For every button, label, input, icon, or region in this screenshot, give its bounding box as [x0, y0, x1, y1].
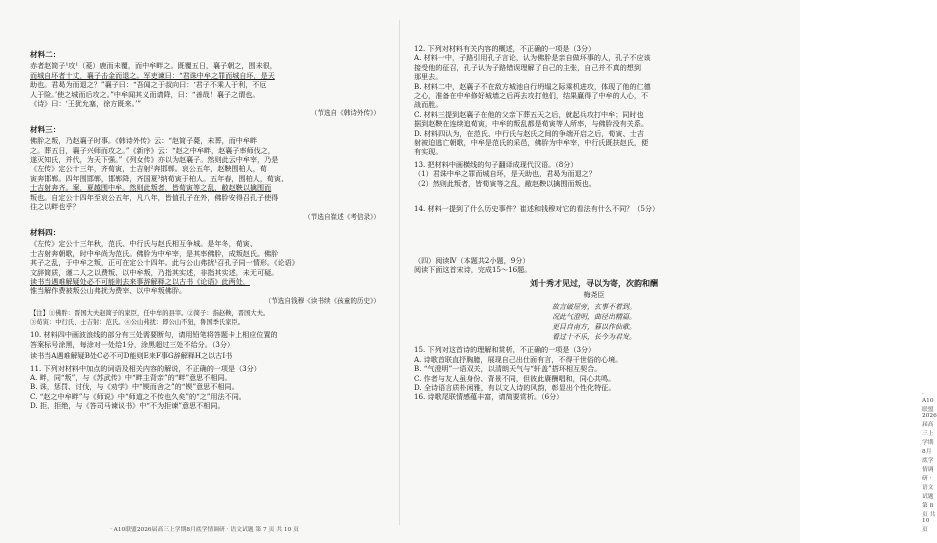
- material-3-line: 遂灭知氏，并代，为天下强。”《列女传》亦以为赵襄子。然则此云中牟宰，乃是: [30, 155, 279, 165]
- question-13: 13. 把材料中画横线的句子翻译成现代汉语。（8分）: [414, 159, 578, 169]
- question-11: 11. 下列对材料中加点的词语及相关内容的解说，不正确的一项是（3分）: [30, 363, 261, 373]
- question-11-option: C. “赵之中牟畔”与《师说》中“师道之不传也久矣”的“之”用法不同。: [30, 391, 246, 401]
- question-15-option: B. “气澄明”一语双关，以清朗天气与“轩盖”搭环相互契合。: [414, 364, 602, 374]
- material-3-line: 士吉射奔齐。案，夏越围中牟。然则此叛者，皆荀寅等之乱，敝赵鞅以擒围而: [30, 183, 272, 193]
- page-divider: [399, 20, 400, 525]
- question-12-option: 战而胜。: [414, 100, 443, 110]
- page-8: [402, 0, 937, 543]
- material-2-line: 赤者赵简子¹攻¹（菱）鹿而未覆，而中牟畔之。既覆五日，襄子朝之，围未很，: [30, 61, 277, 71]
- question-12-option: B. 材料二中，赵襄子不在敌方城池自行坍塌之际乘机进攻，体现了他的仁德: [414, 81, 651, 91]
- material-3-line: 叛也。自定公十四年至哀公五年，凡八年，皆值孔子在外，佛肸安得召孔子使得: [30, 192, 279, 202]
- answer-space: [414, 188, 774, 204]
- footnote: ③荀寅：中行氏、士吉射：范氏。④公山弗扰：即公山不狃，鲁国季氏家臣。: [30, 318, 245, 326]
- question-12-option: 射被迫逃亡朝歌，中牟是范氏的采邑，佛肸为中牟宰，中行氏既扶赵氏，便: [414, 138, 649, 148]
- material-2-line: 人于险。’使之城而后攻之。”中牟闻其义而请降，曰：“善哉！襄子之谓也。: [30, 89, 260, 99]
- material-4-line: 读书当遇难解疑处必不可能则去来事辞解释之以古书《论语》此两处，: [30, 276, 250, 286]
- material-2-line: 《诗》曰：‘王犹允塞，徐方既来。’”: [30, 99, 141, 109]
- question-13-item: （1）君诛中牟之罪而城自坏，是天助也，君曷为而退之？: [414, 169, 596, 179]
- question-12-option: D. 材料四认为，在范氏、中行氏与赵氏之间的争端开启之后，荀寅、士吉: [414, 128, 644, 138]
- question-11-option: B. 诛，惩罚、讨伐，与《劝学》中“锲而舍之”的“锲”意思不相同。: [30, 382, 239, 392]
- poem-line: 更目自南方，暮以作仙歌。: [552, 323, 636, 332]
- question-12-option: 据到赵鞅在连续追荀寅，中牟的叛乱都是荀寅等人所率，与佛肸没有关系。: [414, 119, 649, 129]
- material-3-line: 寅奔邯郸。四年围邯郸，邯郸降，齐国夏³纳荀寅于柏人。五年春，围柏人，荀寅、: [30, 173, 289, 183]
- question-12: 12. 下列对材料有关内容的概述，不正确的一项是（3分）: [414, 44, 596, 53]
- answer-space: [414, 214, 774, 256]
- material-4-line: 士吉射奔朝歌，时中牟尚为范氏。佛肸为中牟宰，是其率佛肸，成叛赵氏。佛肸: [30, 248, 279, 258]
- material-4-source: （节选自钱穆《读书续《孩童的历史》）: [264, 296, 380, 305]
- question-11-option: D. 拒，拒绝，与《答司马谏议书》中“不为拒谏”意思不相同。: [30, 401, 225, 411]
- material-3-line: 之。葬五日，襄子兴师而攻之。”《新序》云：“赵之中牟畔，赵襄子率师伐之，: [30, 145, 275, 155]
- material-3-heading: 材料三：: [30, 124, 61, 134]
- question-15: 15. 下列对这首诗的理解和赏析，不正确的一项是（3分）: [414, 345, 596, 355]
- material-2-heading: 材料二：: [30, 50, 61, 59]
- material-3-source: （节选自崔述《考信录》）: [304, 212, 380, 221]
- question-10: 10. 材料四中画波浪线的部分有三处需要断句，请用铅笔将答题卡上相应位置的: [30, 330, 278, 340]
- poem-title: 刘十秀才见过，寻以为寄，次韵和酬: [530, 278, 658, 289]
- material-4-line: 《左传》定公十三年秋，范氏、中行氏与赵氏相互争城。是年冬，荀寅、: [30, 239, 257, 249]
- question-15-option: A. 诗歌首联直抒胸臆，展现自己出仕面有言，不得干世俗的心境。: [414, 354, 623, 364]
- question-10-box-line: 读书当A遇难解疑B处C必不可D能则E来F事G辞解释H之以古I书: [30, 351, 233, 361]
- poem-line: 况此气澄明，曲径出精篇。: [552, 313, 636, 322]
- question-13-item: （2）然则此叛者，皆荀寅等之乱，敝赵鞅以擒围而叛也。: [414, 178, 596, 188]
- material-2-line: 而城自坏者十丈，襄子击金而退之。军吏谏曰：“君诛中牟之罪而城自坏，是天: [30, 70, 275, 80]
- poem-line: 故言破屋旁，玄事不着到。: [552, 303, 636, 312]
- question-15-option: D. 全诗语言质朴闲雅，有以文人诗的风韵，彰显出个性化特征。: [414, 382, 616, 392]
- section-4-intro: 阅读下面这首宋诗，完成15～16题。: [414, 264, 532, 274]
- material-4-heading: 材料四：: [30, 227, 61, 237]
- question-12-option: 接受他的征召，孔子认为子路错误理解了自己的主张，自己并不真的想到: [414, 62, 641, 72]
- question-12-option: 之心，准备在中牟修好城墙之后再去攻打他们，结果赢得了中牟的人心，不: [414, 91, 649, 101]
- question-15-option: C. 作者与友人虽身份、背景不同，但彼此赓酬唱和，同心共鸣。: [414, 373, 616, 383]
- material-4-line: 其子之乱，于中牟之叛，正可在定公十四年。此与公山弗扰¹召孔子同一情形。《论语》: [30, 258, 299, 268]
- question-12-option: A. 材料一中，子路引用孔子言论，认为佛肸是亲自做坏事的人，孔子不应该: [414, 53, 651, 63]
- material-2-source: （节选自《韩诗外传》）: [310, 109, 380, 118]
- poem-author: 梅尧臣: [583, 291, 605, 300]
- material-3-line: 佛肸之叛，乃赵襄子时事。《韩诗外传》云：“赵简子薨，未葬，而中牟畔: [30, 136, 258, 146]
- poem-line: 看过十不乐，长今为君发。: [552, 333, 636, 342]
- question-12-option: C. 材料三提到赵襄子在他的父亲下葬五天之后，就起兵攻打中牟；同时也: [414, 109, 644, 119]
- material-4-line: 文辞简质，谨二人之以费叛、以中牟叛，乃指其实述，非指其实述，未无可疑。: [30, 267, 279, 277]
- material-2-line: 助也。君曷为而退之？”襄子曰：“吾闻之于叔向曰：‘君子不乘人于利，不厄: [30, 80, 267, 90]
- page-footer: · A10联盟2026届高三上学期8月底学情调研 · 语文试题 第 7 页 共 10 页: [110, 527, 299, 533]
- section-4-heading: （四）阅读Ⅳ（本题共2小题，9分）: [414, 255, 530, 265]
- question-12-option: 有实现。: [414, 147, 443, 157]
- question-16: 16. 诗歌尾联情感蕴丰富，请简要赏析。（6分）: [414, 392, 564, 402]
- footnote: 【注】①佛肸：晋国大夫赵简子的家臣，任中牟的县宰。②简子：指赵鞅，晋国大夫。: [30, 310, 270, 318]
- question-14: 14. 材料一提到了什么历史事件？崔述和钱穆对它的看法有什么不同？（5分）: [414, 204, 660, 214]
- material-3-line: 往之以畔也乎？: [30, 202, 80, 212]
- page-7: [0, 0, 398, 543]
- question-12-option: 那里去。: [414, 72, 443, 82]
- material-3-line: 《左传》定公十三年，齐荀寅，士吉射²奔邯郸。哀公五年，赵鞅围柏人，荀: [30, 164, 267, 174]
- material-4-line: 惟当解作费被叛公山弗扰为费宰、以中牟叛佛肸。: [30, 286, 187, 296]
- question-11-option: A. 畔，同“叛”，与《苏武传》中“畔主背亲”的“畔”意思不相同。: [30, 372, 232, 382]
- question-10-cont: 答案标号涂黑，每涂对一处给1分，涂黑超过三处不给分。（3分）: [30, 339, 235, 349]
- page-footer: · A10联盟2026届高三上学期8月底学情调研 · 语文试题 第 8 页 共 10 页: [922, 392, 937, 533]
